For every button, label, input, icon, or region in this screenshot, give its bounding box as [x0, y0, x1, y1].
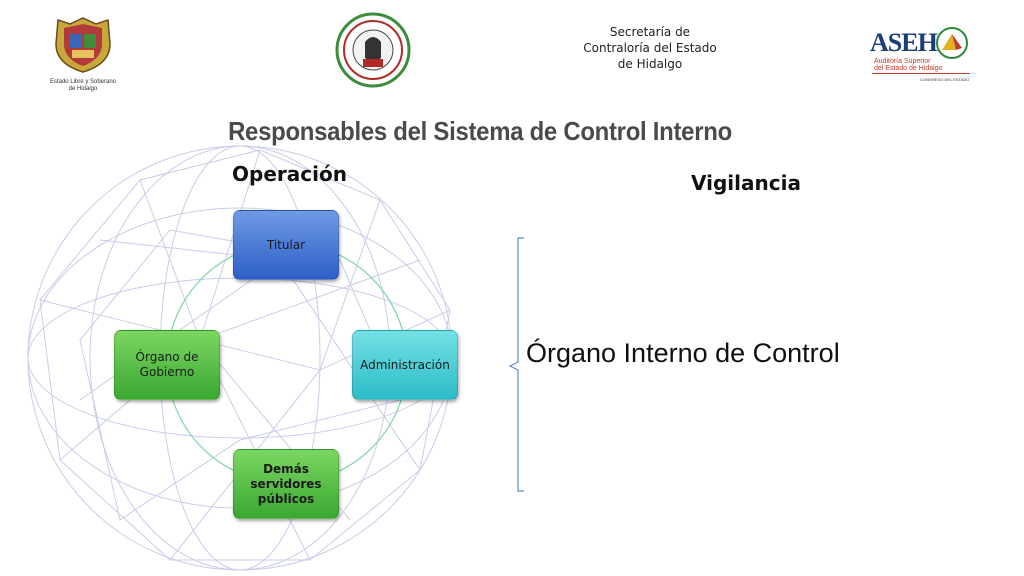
- secretaria-line-3: de Hidalgo: [617, 57, 683, 71]
- operacion-heading: Operación: [232, 162, 347, 186]
- aseh-sub-2: del Estado de Hidalgo: [874, 65, 943, 72]
- node-organo-de-gobierno-label: Órgano de Gobierno: [135, 350, 199, 379]
- state-coat-of-arms-logo: [49, 14, 117, 92]
- state-logo-caption: Estado Libre y Soberano de Hidalgo: [49, 79, 117, 92]
- aseh-sub-3: CONGRESO DEL ESTADO: [920, 77, 970, 82]
- coat-of-arms-icon: [50, 14, 116, 74]
- aseh-logo-text: ASEH: [870, 28, 937, 57]
- node-titular-label: Titular: [266, 237, 306, 252]
- vigilancia-heading: Vigilancia: [691, 171, 801, 195]
- congress-seal-logo: [335, 12, 411, 88]
- secretaria-line-2: Contraloría del Estado: [583, 41, 717, 55]
- organo-interno-de-control-label: Órgano Interno de Control: [526, 338, 840, 368]
- node-titular[interactable]: [233, 210, 339, 280]
- vigilancia-brace: [506, 236, 526, 494]
- node-administracion[interactable]: [352, 330, 458, 400]
- page-title: Responsables del Sistema de Control Interno: [228, 116, 732, 146]
- node-organo-de-gobierno[interactable]: [114, 330, 220, 400]
- secretaria-line-1: Secretaría de: [609, 25, 691, 39]
- aseh-sub-1: Auditoría Superior: [874, 58, 931, 65]
- aseh-logo: [868, 24, 974, 86]
- book-icon: [932, 26, 972, 60]
- node-administracion-label: Administración: [360, 357, 450, 372]
- node-demas-servidores[interactable]: [233, 449, 339, 519]
- node-demas-servidores-label: Demás servidores públicos: [250, 461, 322, 506]
- aseh-divider: [872, 73, 970, 74]
- congress-seal-icon: [335, 12, 411, 88]
- secretaria-contraloria-text: [575, 24, 725, 72]
